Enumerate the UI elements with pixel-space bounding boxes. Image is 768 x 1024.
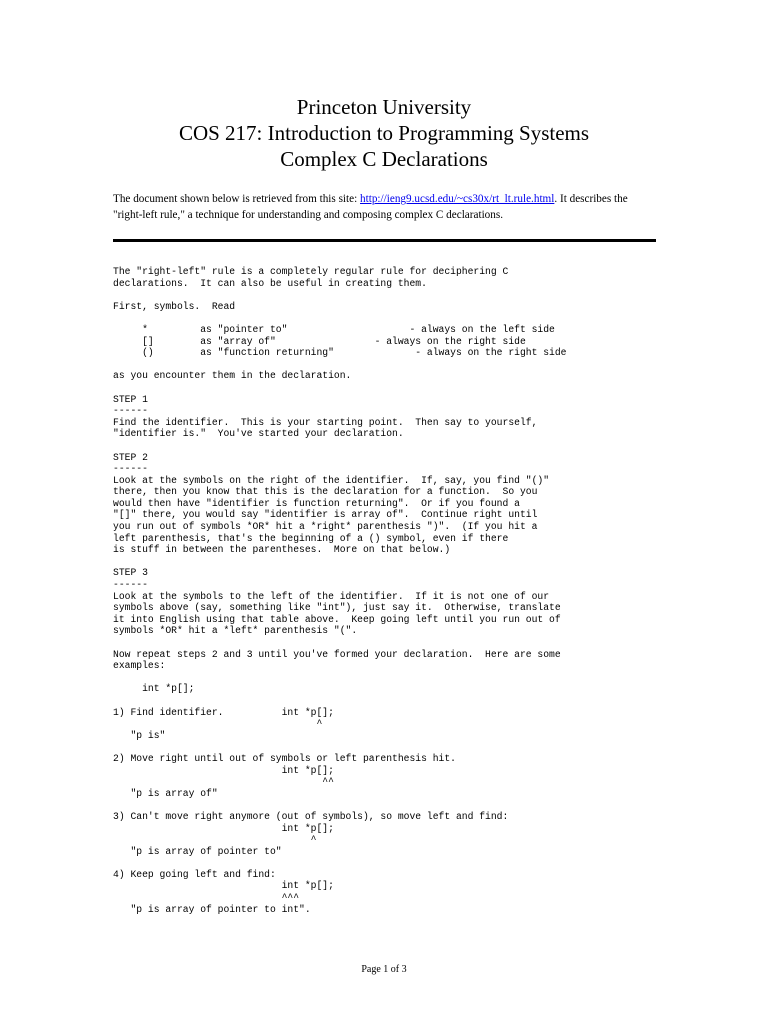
course-title: COS 217: Introduction to Programming Systems	[178, 121, 590, 145]
body-line: is stuff in between the parentheses. More on that below.)	[113, 544, 451, 556]
body-line: there, then you know that this is the declaration for a function. So you	[113, 486, 538, 498]
body-line: STEP 3	[113, 567, 148, 579]
body-line: "p is array of"	[113, 787, 218, 799]
body-line	[113, 741, 713, 753]
intro-text-before-link: The document shown below is retrieved from this site:	[113, 193, 361, 205]
body-line: examples:	[113, 660, 166, 672]
body-line: as you encounter them in the declaration.	[113, 370, 352, 382]
body-line: declarations. It can also be useful in creating them.	[113, 277, 427, 289]
body-line	[113, 289, 713, 301]
body-line: symbols *OR* hit a *left* parenthesis "(".	[113, 625, 358, 637]
body-line: "p is array of pointer to int".	[113, 903, 311, 915]
body-line: ^	[113, 834, 317, 846]
body-line: would then have "identifier is function returning". Or if you found a	[113, 497, 520, 509]
body-line: int *p[];	[113, 764, 334, 776]
body-line: int *p[];	[113, 683, 195, 695]
body-line	[113, 556, 713, 568]
body-line	[113, 857, 713, 869]
body-line: () as "function returning" - always on the right side	[113, 347, 567, 359]
body-line: The "right-left" rule is a completely regular rule for deciphering C	[113, 266, 509, 277]
body-line: you run out of symbols *OR* hit a *right* parenthesis ")". (If you hit a	[113, 521, 538, 533]
body-line: "p is array of pointer to"	[113, 845, 282, 857]
page-number: Page 1 of 3	[361, 964, 407, 975]
body-line	[113, 799, 713, 811]
horizontal-rule	[113, 239, 656, 242]
body-line	[113, 440, 713, 452]
body-line: STEP 2	[113, 451, 148, 463]
body-line: First, symbols. Read	[113, 300, 236, 312]
body-line: ------	[113, 405, 148, 417]
intro-paragraph	[113, 191, 658, 223]
body-line	[113, 637, 713, 649]
body-line	[113, 312, 713, 324]
document-header	[0, 94, 768, 172]
body-line: it into English using that table above. Keep going left until you run out of	[113, 613, 561, 625]
body-line	[113, 695, 713, 707]
body-line: Now repeat steps 2 and 3 until you've formed your declaration. Here are some	[113, 648, 561, 660]
body-line: ^^^	[113, 892, 300, 904]
body-line	[113, 672, 713, 684]
body-line: int *p[];	[113, 822, 334, 834]
document-title: Complex C Declarations	[280, 147, 488, 171]
body-line: 1) Find identifier. int *p[];	[113, 706, 334, 718]
intro-text-after-link: . It describes the "right-left rule," a technique for understanding and composing complex C declarations.	[113, 193, 628, 221]
body-line: int *p[];	[113, 880, 334, 892]
body-line: left parenthesis, that's the beginning of a () symbol, even if there	[113, 532, 509, 544]
body-line	[113, 359, 713, 371]
preformatted-body	[113, 266, 713, 915]
body-line: STEP 1	[113, 393, 148, 405]
body-line: "identifier is." You've started your declaration.	[113, 428, 404, 440]
body-line: 3) Can't move right anymore (out of symbols), so move left and find:	[113, 810, 509, 822]
body-line: ------	[113, 579, 148, 591]
body-line: [] as "array of" - always on the right side	[113, 335, 526, 347]
body-line: Look at the symbols to the left of the identifier. If it is not one of our	[113, 590, 550, 602]
body-line: "p is"	[113, 729, 166, 741]
university-title: Princeton University	[296, 95, 472, 119]
body-line: symbols above (say, something like "int"), just say it. Otherwise, translate	[113, 602, 561, 614]
body-line: "[]" there, you would say "identifier is array of". Continue right until	[113, 509, 538, 521]
body-line: * as "pointer to" - always on the left side	[113, 323, 555, 335]
source-link[interactable]: http://ieng9.ucsd.edu/~cs30x/rt_lt.rule.html	[360, 193, 555, 205]
body-line: ^	[113, 718, 323, 730]
body-line: Look at the symbols on the right of the identifier. If, say, you find "()"	[113, 474, 550, 486]
body-line: 2) Move right until out of symbols or left parenthesis hit.	[113, 752, 456, 764]
body-line: ^^	[113, 776, 334, 788]
body-line: ------	[113, 463, 148, 475]
body-line: 4) Keep going left and find:	[113, 868, 276, 880]
body-line	[113, 382, 713, 394]
body-line: Find the identifier. This is your starting point. Then say to yourself,	[113, 416, 538, 428]
